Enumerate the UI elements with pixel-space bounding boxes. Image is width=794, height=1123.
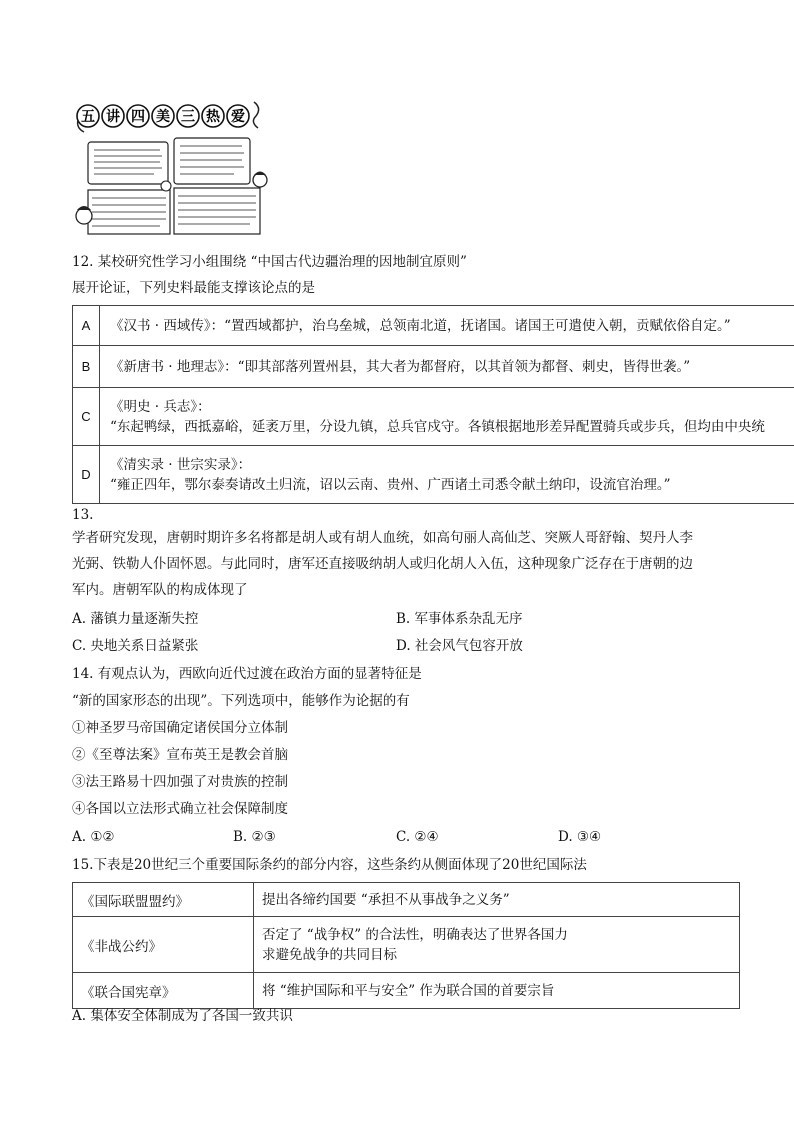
q15-treaty-content: 提出各缔约国要 “承担不从事战争之义务” <box>254 883 740 917</box>
poster-title-char: 美 <box>156 109 170 125</box>
q13-option-a[interactable]: A. 藩镇力量逐渐失控 <box>72 611 199 627</box>
q14-stem-line: 14. 有观点认为，西欧向近代过渡在政治方面的显著特征是 <box>72 666 422 682</box>
q12-option-text: 《清实录 · 世宗实录》： “雍正四年，鄂尔泰奏请改土归流，诏以云南、贵州、广西诸土司悉令献土纳印，设流官治理。” <box>100 446 794 504</box>
q15-row <box>73 917 740 973</box>
poster-title-char: 五 <box>81 109 95 125</box>
q14-statement-3: ③法王路易十四加强了对贵族的控制 <box>72 774 288 790</box>
q12-option-key: B <box>73 346 100 388</box>
q15-option-a[interactable]: A. 集体安全体制成为了各国一致共识 <box>72 1008 293 1024</box>
q12-option-key: C <box>73 388 100 446</box>
q14-option-d[interactable]: D. ③④ <box>558 829 602 845</box>
q14-statement-1: ①神圣罗马帝国确定诸侯国分立体制 <box>72 720 288 736</box>
q14-statement-2: ②《至尊法案》宣布英王是教会首脑 <box>72 747 288 763</box>
q12-option-row-b[interactable] <box>73 346 794 388</box>
q13-stem-line: 学者研究发现，唐朝时期许多名将都是胡人或有胡人血统，如高句丽人高仙芝、突厥人哥舒翰、契丹人李 <box>72 530 693 546</box>
q15-treaty-name: 《非战公约》 <box>73 917 254 973</box>
poster-title-char: 三 <box>181 109 195 125</box>
q15-treaty-content: 否定了 “战争权” 的合法性，明确表达了世界各国力 求避免战争的共同目标 <box>254 917 740 973</box>
q12-option-text: 《汉书 · 西域传》：“置西域都护，治乌垒城，总领南北道，抚诸国。诸国王可遣使入朝，贡赋依俗自定。” <box>100 306 794 346</box>
q12-option-row-c[interactable] <box>73 388 794 446</box>
q12-option-row-d[interactable] <box>73 446 794 504</box>
q12-options-table <box>72 305 794 504</box>
q14-statement-4: ④各国以立法形式确立社会保障制度 <box>72 801 288 817</box>
q15-stem: 15.下表是20世纪三个重要国际条约的部分内容，这些条约从侧面体现了20世纪国际法 <box>72 857 587 873</box>
q12-option-text: 《明史 · 兵志》： “东起鸭绿，西抵嘉峪，延袤万里，分设九镇，总兵官戍守。各镇根据地形差异配置骑兵或步兵，但均由中央统 <box>100 388 794 446</box>
q13-option-d[interactable]: D. 社会风气包容开放 <box>396 638 523 654</box>
q15-row <box>73 973 740 1009</box>
q14-stem-line: “新的国家形态的出现”。下列选项中，能够作为论据的有 <box>72 693 410 709</box>
q15-treaty-table <box>72 882 740 1009</box>
q14-option-c[interactable]: C. ②④ <box>396 829 439 845</box>
poster-title-char: 爱 <box>231 109 245 125</box>
q15-treaty-content: 将 “维护国际和平与安全” 作为联合国的首要宗旨 <box>254 973 740 1009</box>
q13-number: 13. <box>72 507 94 523</box>
q14-option-b[interactable]: B. ②③ <box>233 829 276 845</box>
q12-option-key: D <box>73 446 100 504</box>
q13-option-b[interactable]: B. 军事体系杂乱无序 <box>396 611 523 627</box>
q14-option-a[interactable]: A. ①② <box>72 829 115 845</box>
q12-option-key: A <box>73 306 100 346</box>
q15-row <box>73 883 740 917</box>
q12-option-text: 《新唐书 · 地理志》：“即其部落列置州县，其大者为都督府，以其首领为都督、刺史，皆得世袭。” <box>100 346 794 388</box>
poster-title-char: 四 <box>131 109 145 125</box>
q15-treaty-name: 《联合国宪章》 <box>73 973 254 1009</box>
poster-title-char: 讲 <box>106 109 120 125</box>
poster-illustration <box>74 98 268 240</box>
q12-stem-line1: 12. 某校研究性学习小组围绕 “中国古代边疆治理的因地制宜原则” <box>72 254 467 270</box>
poster-title-char: 热 <box>206 109 220 125</box>
q13-option-c[interactable]: C. 央地关系日益紧张 <box>72 638 199 654</box>
poster-drawing <box>74 98 268 240</box>
q13-stem-line: 军内。唐朝军队的构成体现了 <box>72 582 248 598</box>
q12-option-row-a[interactable] <box>73 306 794 346</box>
q13-stem-line: 光弼、铁勒人仆固怀恩。与此同时，唐军还直接吸纳胡人或归化胡人入伍，这种现象广泛存在于唐朝的边 <box>72 556 693 572</box>
q12-stem-line2: 展开论证，下列史料最能支撑该论点的是 <box>72 280 315 296</box>
q15-treaty-name: 《国际联盟盟约》 <box>73 883 254 917</box>
